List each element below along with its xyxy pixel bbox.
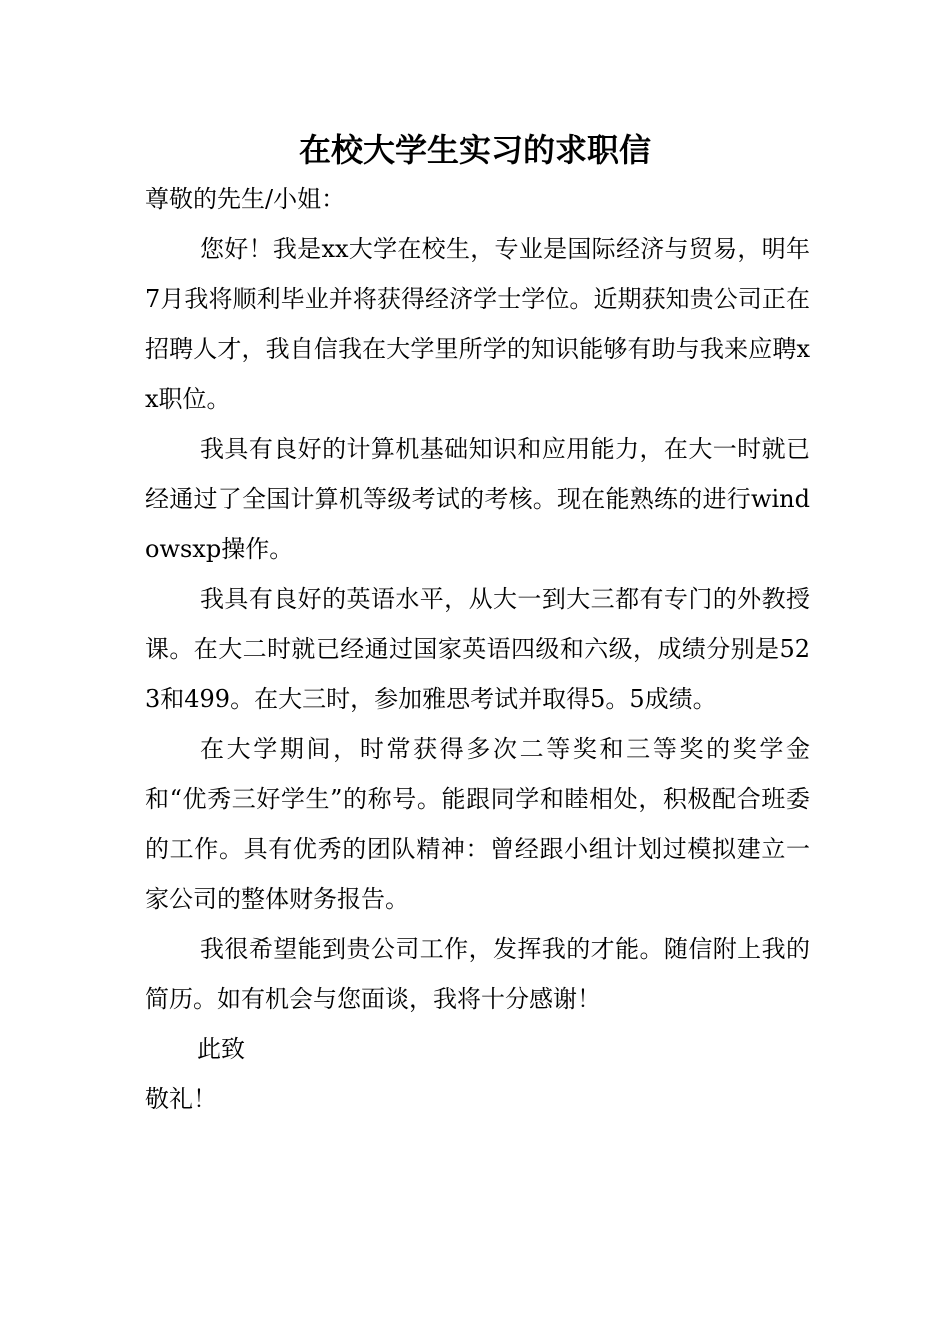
regards: 敬礼！: [145, 1085, 217, 1113]
letter-body: [145, 174, 810, 1124]
paragraph-computer-skills: 我具有良好的计算机基础知识和应用能力，在大一时就已经通过了全国计算机等级考试的考核。现在能熟练的进行windowsxp操作。: [145, 435, 810, 563]
paragraph-introduction: 您好！我是xx大学在校生，专业是国际经济与贸易，明年7月我将顺利毕业并将获得经济学士学位。近期获知贵公司正在招聘人才，我自信我在大学里所学的知识能够有助与我来应聘xx职位。: [145, 235, 810, 413]
paragraph-achievements: 在大学期间，时常获得多次二等奖和三等奖的奖学金和“优秀三好学生”的称号。能跟同学和睦相处，积极配合班委的工作。具有优秀的团队精神：曾经跟小组计划过模拟建立一家公司的整体财务报告。: [145, 735, 810, 913]
salutation: 尊敬的先生/小姐：: [145, 185, 346, 213]
closing: 此致: [197, 1035, 245, 1063]
paragraph-english-skills: 我具有良好的英语水平，从大一到大三都有专门的外教授课。在大二时就已经通过国家英语四级和六级，成绩分别是523和499。在大三时，参加雅思考试并取得5。5成绩。: [145, 585, 810, 713]
paragraph-conclusion: 我很希望能到贵公司工作，发挥我的才能。随信附上我的简历。如有机会与您面谈，我将十分感谢！: [145, 935, 810, 1013]
document-title: 在校大学生实习的求职信: [298, 131, 651, 169]
